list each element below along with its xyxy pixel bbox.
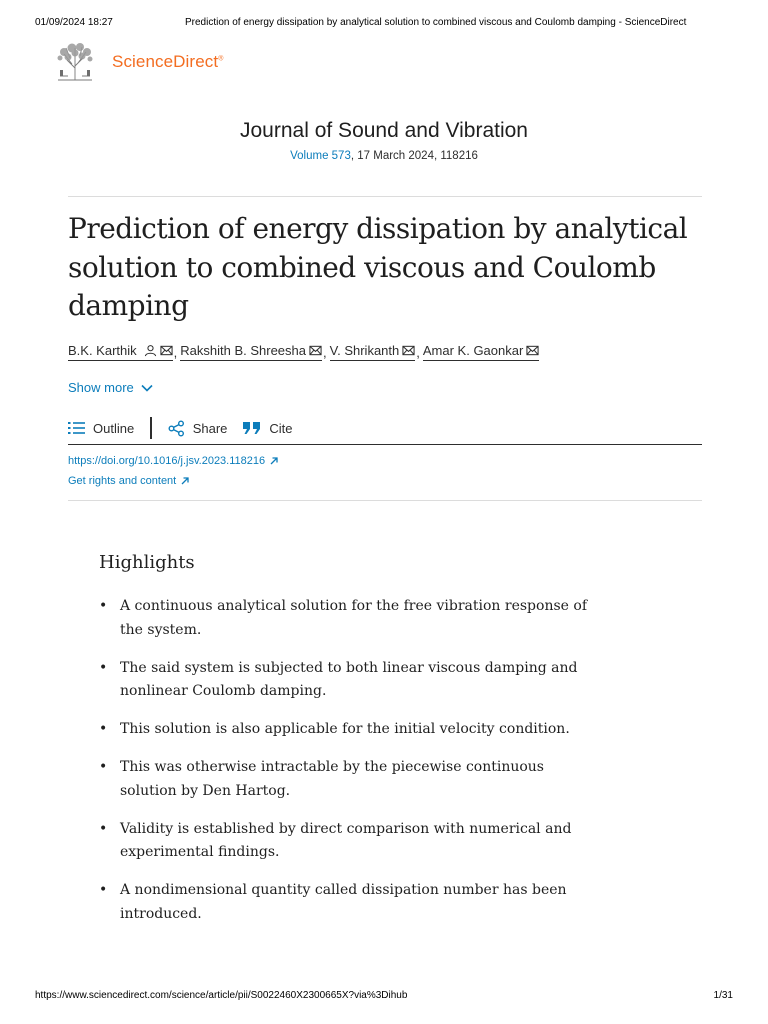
print-datetime: 01/09/2024 18:27 [35, 17, 113, 28]
journal-title[interactable]: Journal of Sound and Vibration [240, 119, 528, 142]
highlight-text: This was otherwise intractable by the piecewise continuous solution by Den Hartog. [120, 759, 544, 799]
author-separator: , [173, 344, 178, 360]
issue-info [0, 150, 768, 162]
elsevier-tree-icon [52, 42, 98, 82]
article-title: Prediction of energy dissipation by analytical solution to combined viscous and Coulomb damping [68, 212, 688, 322]
doi-text: https://doi.org/10.1016/j.jsv.2023.118216 [68, 455, 266, 467]
mail-icon [160, 344, 173, 357]
issue-details: , 17 March 2024, 118216 [350, 150, 478, 162]
bullet: • [99, 659, 108, 676]
volume-link[interactable]: Volume 573 [290, 150, 351, 162]
list-item [99, 657, 599, 704]
cite-button[interactable] [243, 421, 292, 436]
author-link[interactable] [330, 343, 416, 361]
share-icon [168, 420, 185, 437]
cite-label: Cite [269, 420, 293, 436]
print-page-title: Prediction of energy dissipation by analytical solution to combined viscous and Coulomb damping - ScienceDirect [185, 17, 687, 28]
highlight-text: This solution is also applicable for the initial velocity condition. [120, 721, 570, 737]
author-separator: , [416, 344, 420, 360]
outline-button[interactable] [68, 421, 134, 436]
mail-icon [526, 344, 539, 357]
outline-label: Outline [93, 420, 135, 436]
show-more-button[interactable] [68, 380, 154, 395]
author-link[interactable] [68, 343, 173, 361]
highlight-text: A continuous analytical solution for the free vibration response of the system. [120, 598, 587, 638]
mail-icon [402, 344, 415, 357]
list-item [99, 879, 599, 926]
highlights-list [99, 595, 599, 941]
bullet: • [99, 759, 108, 775]
rights-link[interactable] [68, 475, 190, 487]
sciencedirect-logo[interactable] [52, 42, 223, 82]
author-separator: , [323, 344, 327, 360]
author-name: V. Shrikanth [329, 343, 400, 358]
sciencedirect-wordmark: ScienceDirect® [112, 52, 224, 71]
share-button[interactable] [168, 420, 228, 437]
highlight-text: The said system is subjected to both linear viscous damping and nonlinear Coulomb damping. [120, 659, 578, 699]
share-label: Share [192, 420, 228, 436]
quote-icon [243, 421, 261, 435]
list-item [99, 595, 599, 642]
external-link-icon [180, 476, 190, 486]
author-name: Amar K. Gaonkar [422, 343, 524, 358]
person-icon [144, 344, 157, 357]
rights-text: Get rights and content [68, 475, 177, 487]
bullet: • [99, 598, 108, 614]
print-footer [35, 990, 733, 1004]
external-link-icon [269, 456, 279, 466]
bullet: • [99, 882, 108, 898]
author-link[interactable] [180, 343, 322, 361]
divider [68, 196, 702, 197]
author-list [68, 343, 539, 361]
bullet: • [99, 820, 108, 837]
print-url: https://www.sciencedirect.com/science/article/pii/S0022460X2300665X?via%3Dihub [35, 990, 408, 1001]
mail-icon [309, 344, 322, 357]
list-item [99, 718, 599, 742]
list-item [99, 818, 599, 865]
page-number: 1/31 [713, 990, 733, 1001]
author-name: Rakshith B. Shreesha [180, 343, 306, 358]
bullet: • [99, 721, 108, 737]
chevron-down-icon [140, 383, 154, 393]
divider [68, 500, 702, 501]
print-header [35, 17, 702, 31]
highlights-heading: Highlights [99, 552, 195, 573]
show-more-label: Show more [68, 380, 134, 395]
highlight-text: A nondimensional quantity called dissipation number has been introduced. [120, 882, 567, 922]
doi-link[interactable] [68, 455, 279, 467]
author-name: B.K. Karthik [68, 343, 137, 358]
highlight-text: Validity is established by direct comparison with numerical and experimental findings. [120, 820, 572, 860]
author-link[interactable] [423, 343, 539, 361]
list-item [99, 756, 599, 803]
toolbar-divider [150, 417, 152, 439]
article-toolbar [68, 412, 702, 445]
list-icon [68, 421, 85, 435]
